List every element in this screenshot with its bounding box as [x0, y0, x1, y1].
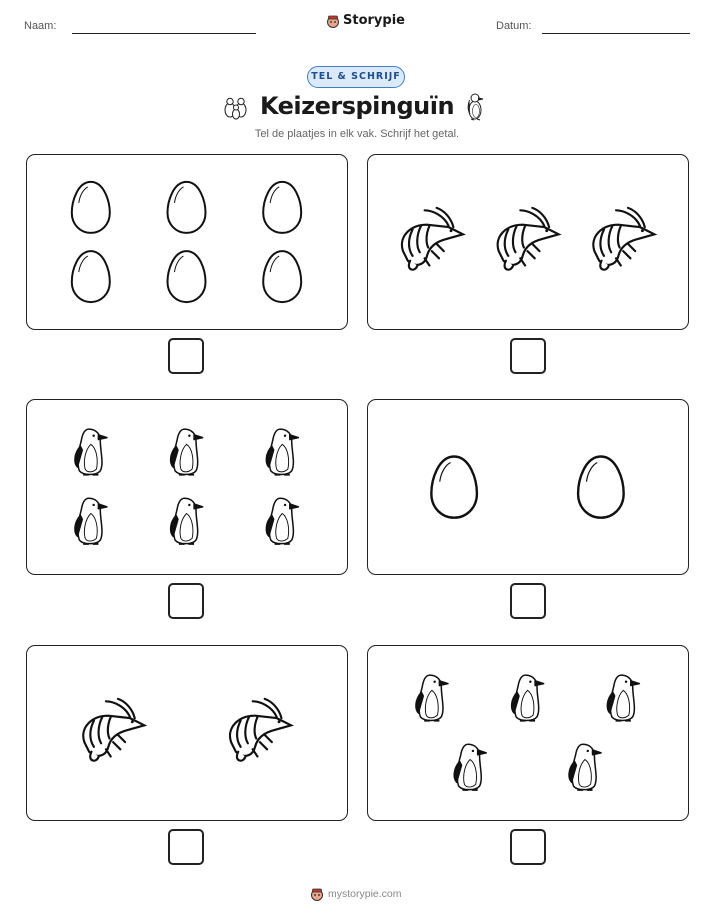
- footer-url: mystorypie.com: [328, 888, 402, 900]
- name-label: Naam:: [24, 20, 57, 32]
- penguin-icon: [266, 429, 298, 475]
- penguin-icon: [512, 675, 544, 721]
- penguin-icon: [266, 498, 298, 544]
- penguin-icon: [171, 429, 203, 475]
- date-label: Datum:: [496, 20, 532, 32]
- penguin-icon: [454, 744, 486, 790]
- storypie-mascot-icon: [310, 887, 324, 901]
- footer: [310, 887, 402, 901]
- count-panel-5: [26, 645, 348, 821]
- answer-box-1[interactable]: [168, 338, 204, 374]
- penguin-icon: [416, 675, 448, 721]
- answer-box-5[interactable]: [168, 829, 204, 865]
- page-title: Keizerspinguïn: [259, 92, 455, 120]
- penguin-icon: [466, 92, 486, 122]
- date-line[interactable]: [542, 33, 690, 34]
- instructions: Tel de plaatjes in elk vak. Schrijf het getal.: [254, 128, 460, 140]
- egg-icon: [168, 251, 206, 302]
- egg-icon: [263, 182, 301, 233]
- panel-pictures: [27, 155, 346, 328]
- egg-icon: [168, 182, 206, 233]
- count-panel-6: [367, 645, 689, 821]
- egg-icon: [431, 457, 477, 518]
- shrimp-icon: [498, 208, 559, 270]
- egg-icon: [578, 457, 624, 518]
- penguin-icon: [569, 744, 601, 790]
- penguin-icon: [607, 675, 639, 721]
- activity-badge: TEL & SCHRIJF: [307, 66, 405, 88]
- name-line[interactable]: [72, 33, 256, 34]
- storypie-mascot-icon: [326, 14, 340, 28]
- count-panel-1: [26, 154, 348, 330]
- panel-pictures: [27, 400, 346, 573]
- panel-pictures: [27, 646, 346, 819]
- penguin-icon: [75, 429, 107, 475]
- egg-icon: [72, 182, 110, 233]
- penguin-icon: [171, 498, 203, 544]
- shrimp-icon: [83, 699, 144, 761]
- panel-pictures: [368, 155, 687, 328]
- shrimp-icon: [593, 208, 654, 270]
- egg-icon: [263, 251, 301, 302]
- count-panel-2: [367, 154, 689, 330]
- egg-icon: [72, 251, 110, 302]
- panel-pictures: [368, 400, 687, 573]
- answer-box-6[interactable]: [510, 829, 546, 865]
- count-panel-3: [26, 399, 348, 575]
- count-panel-4: [367, 399, 689, 575]
- brand-logo: [326, 13, 405, 28]
- brand-name: Storypie: [343, 13, 405, 28]
- answer-box-3[interactable]: [168, 583, 204, 619]
- shrimp-icon: [402, 208, 463, 270]
- panel-pictures: [368, 646, 687, 819]
- penguin-icon: [75, 498, 107, 544]
- shrimp-icon: [230, 699, 291, 761]
- answer-box-4[interactable]: [510, 583, 546, 619]
- answer-box-2[interactable]: [510, 338, 546, 374]
